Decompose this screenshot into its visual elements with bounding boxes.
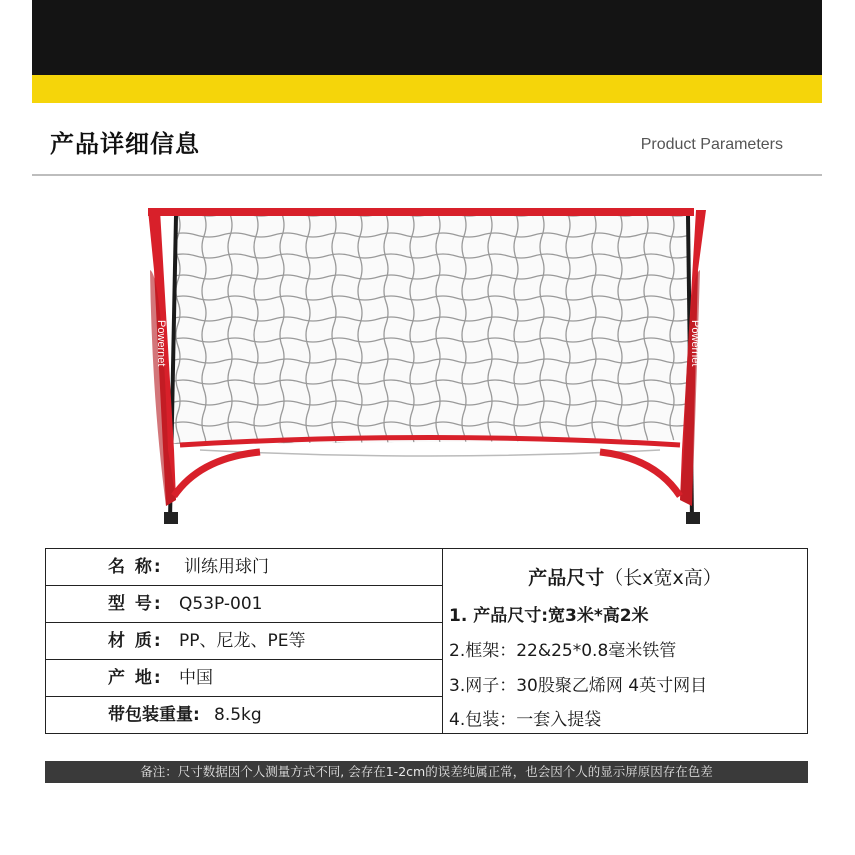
spec-row-model [46,586,442,623]
spec-value: Q53P-001 [179,594,263,614]
size-title [443,563,807,590]
divider [32,174,822,176]
footnote: 备注：尺寸数据因个人测量方式不同, 会存在1-2cm的误差纯属正常，也会因个人的显示屏原因存在色差 [45,761,808,783]
net-floor [200,450,660,456]
left-sleeve-print: Powernet [155,320,167,367]
spec-label: 名 称: [108,557,163,577]
right-sleeve-print: Powernet [689,320,701,367]
right-foot [686,512,700,524]
size-item: 1. 产品尺寸:宽3米*高2米 [449,606,649,626]
spec-label: 产 地: [108,668,163,688]
spec-row-origin [46,660,442,697]
size-title-bold: 产品尺寸 [528,567,605,589]
product-image [140,200,710,530]
spec-label: 型 号: [108,594,163,614]
package-item: 4.包装：一套入提袋 [449,710,602,730]
right-base-bar [600,452,680,496]
soccer-goal-illustration [140,200,710,530]
spec-table [45,548,808,734]
section-title: 产品详细信息 [50,130,200,158]
left-foot [164,512,178,524]
size-title-rest: （长x宽x高） [604,567,722,589]
left-base-bar [174,452,260,496]
spec-value: 中国 [179,668,213,688]
spec-label: 材 质: [108,631,163,651]
top-banner [32,0,822,75]
net-area [170,214,688,444]
accent-bar [32,75,822,103]
spec-row-material [46,623,442,660]
net-item: 3.网子：30股聚乙烯网 4英寸网目 [449,676,708,696]
crossbar [148,208,694,216]
spec-value: 训练用球门 [184,557,269,577]
spec-value: 8.5kg [214,705,262,725]
spec-row-weight [46,697,442,733]
spec-value: PP、尼龙、PE等 [179,631,306,651]
spec-size-info [443,549,807,733]
spec-label: 带包装重量: [108,705,200,725]
spec-row-name [46,549,442,586]
section-subtitle: Product Parameters [640,136,783,153]
spec-basic-info [46,549,443,733]
frame-item: 2.框架：22&25*0.8毫米铁管 [449,641,677,661]
